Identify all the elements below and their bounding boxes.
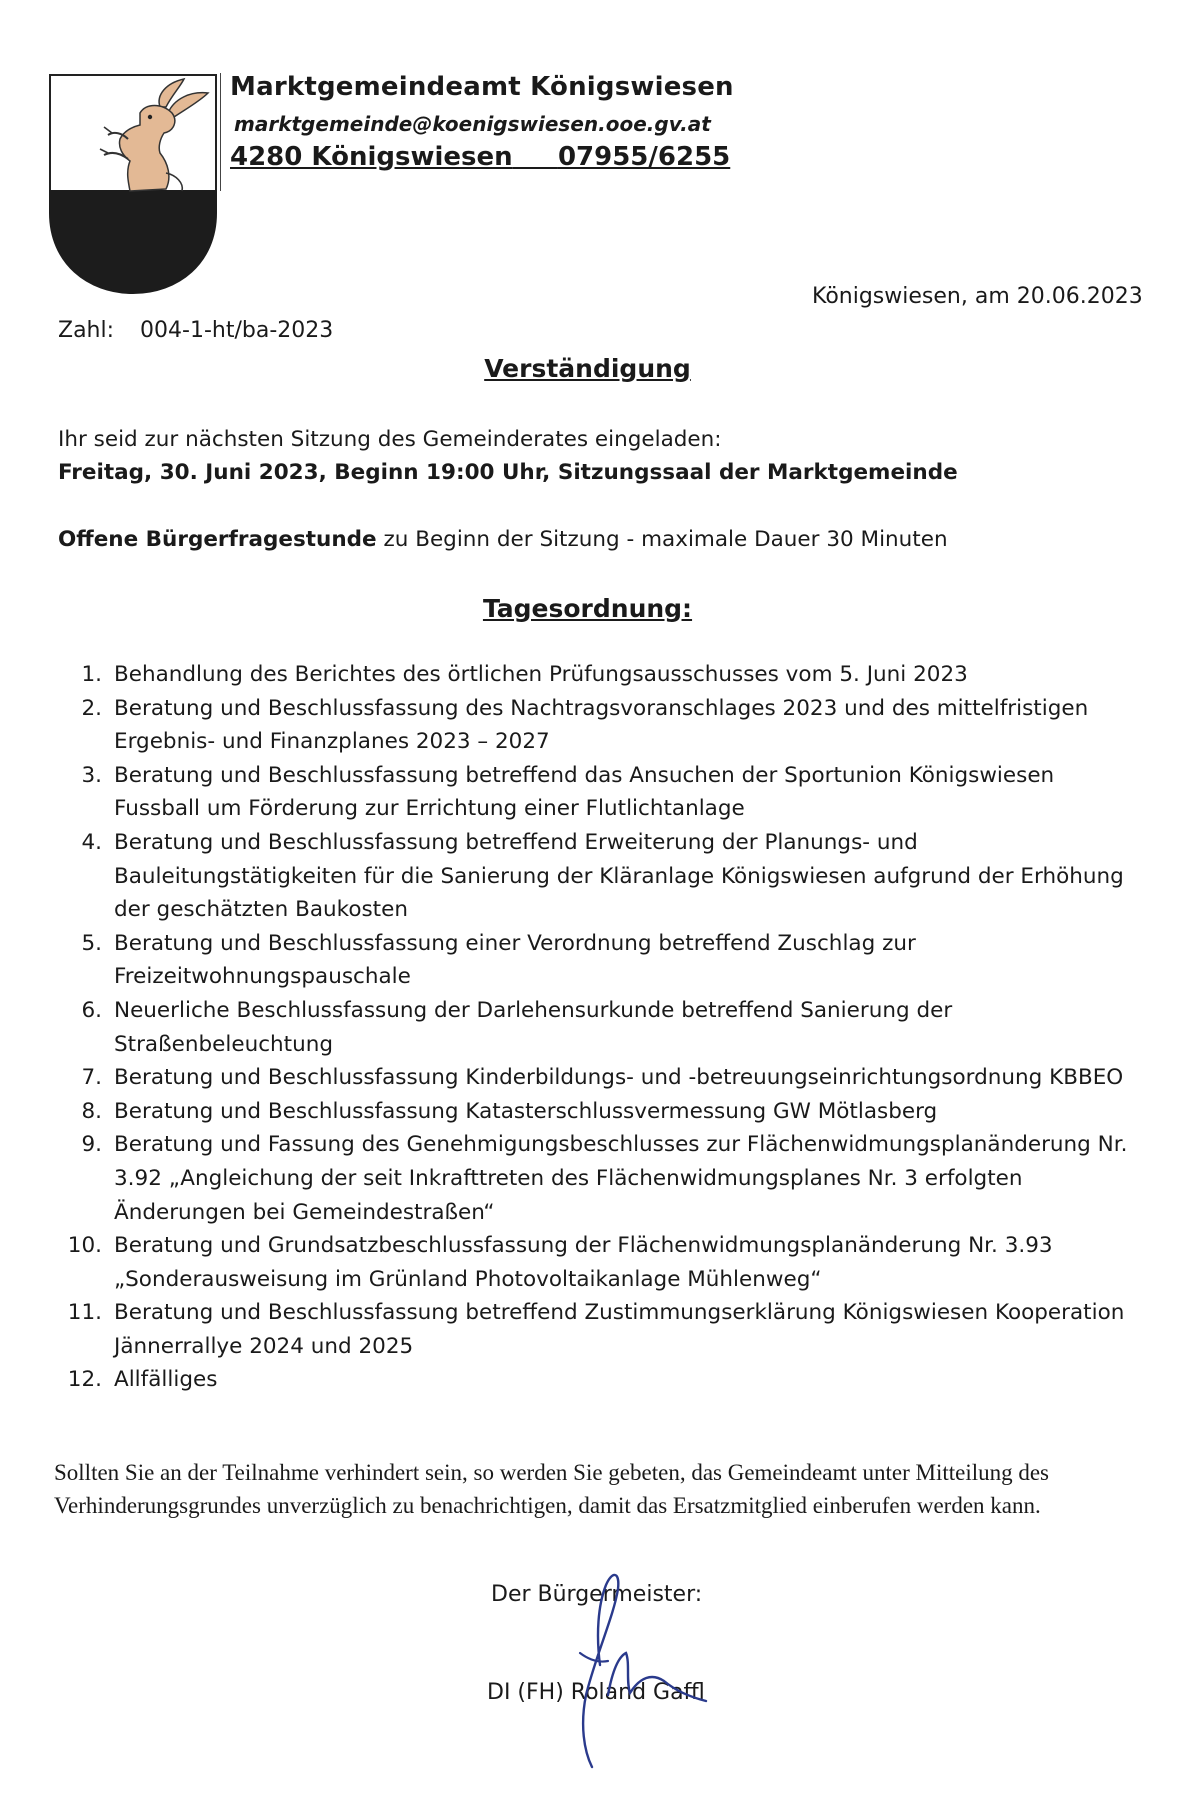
agenda-item-text: Beratung und Beschlussfassung des Nachtragsvoranschlages 2023 und des mittelfristigen Ergebnis- und Finanzplanes 2023 – 2027 — [114, 695, 1089, 755]
phone-number: 07955/6255 — [557, 142, 731, 172]
agenda-item — [58, 826, 1138, 927]
closing-paragraph: Sollten Sie an der Teilnahme verhindert sein, so werden Sie gebeten, das Gemeindeamt unter Mitteilung des Verhinderungsgrundes unverzüglich zu benachrichtigen, damit das Ersatzmitglied einberufen werden kann. — [54, 1460, 1050, 1518]
agenda-item-text: Neuerliche Beschlussfassung der Darlehensurkunde betreffend Sanierung der Straßenbeleuchtung — [114, 997, 953, 1057]
agenda-item-number: 4. — [81, 829, 102, 855]
signature-label: Der Bürgermeister: — [491, 1582, 703, 1607]
agenda-item-text: Beratung und Beschlussfassung betreffend Erweiterung der Planungs- und Bauleitungstätigkeiten für die Sanierung der Kläranlage Königswiesen aufgrund der Erhöhung der geschätzten Baukosten — [114, 829, 1124, 923]
qa-session-title: Offene Bürgerfragestunde — [58, 527, 377, 552]
agenda-item — [58, 1296, 1138, 1363]
meeting-details: Freitag, 30. Juni 2023, Beginn 19:00 Uhr, Sitzungssaal der Marktgemeinde — [58, 460, 958, 485]
agenda-item — [58, 1229, 1138, 1296]
agenda-list — [58, 658, 1138, 1397]
office-address-line — [230, 142, 730, 172]
agenda-item-text: Beratung und Fassung des Genehmigungsbeschlusses zur Flächenwidmungsplanänderung Nr. 3.92 „Angleichung der seit Inkrafttreten des Flächenwidmungsplanes Nr. 3 erfolgten Änderungen bei Gemeindestraßen“ — [114, 1132, 1128, 1225]
agenda-item — [58, 658, 1138, 692]
agenda-item — [58, 1128, 1138, 1229]
invitation-text: Ihr seid zur nächsten Sitzung des Gemeinderates eingeladen: — [58, 427, 722, 452]
agenda-item — [58, 1061, 1138, 1095]
header-divider-vertical — [220, 73, 221, 191]
agenda-item-number: 3. — [81, 762, 102, 788]
agenda-title: Tagesordnung: — [482, 594, 693, 623]
handwritten-signature — [540, 1545, 720, 1775]
agenda-item-number: 7. — [81, 1065, 102, 1091]
agenda-item-text: Beratung und Beschlussfassung Katasterschlussvermessung GW Mötlasberg — [114, 1098, 938, 1124]
agenda-item — [58, 692, 1138, 759]
signatory-name: DI (FH) Roland Gaffl — [487, 1680, 705, 1705]
qa-session-detail: zu Beginn der Sitzung - maximale Dauer 30 Minuten — [376, 527, 948, 552]
agenda-item-text: Beratung und Beschlussfassung betreffend Zustimmungserklärung Königswiesen Kooperation Jännerrallye 2024 und 2025 — [114, 1300, 1125, 1359]
agenda-item-text: Beratung und Beschlussfassung betreffend das Ansuchen der Sportunion Königswiesen Fussball um Förderung zur Errichtung einer Flutlichtanlage — [114, 762, 1055, 822]
agenda-item — [58, 994, 1138, 1061]
agenda-item-number: 12. — [67, 1367, 102, 1393]
agenda-item-number: 11. — [67, 1300, 102, 1326]
agenda-item-text: Allfälliges — [114, 1367, 218, 1393]
agenda-item-number: 8. — [81, 1098, 102, 1124]
office-name: Marktgemeindeamt Königswiesen — [230, 72, 734, 102]
agenda-item-text: Beratung und Beschlussfassung einer Verordnung betreffend Zuschlag zur Freizeitwohnungspauschale — [114, 930, 916, 990]
postal-address: 4280 Königswiesen — [230, 142, 513, 172]
agenda-item — [58, 927, 1138, 994]
agenda-item — [58, 1095, 1138, 1129]
agenda-item-number: 5. — [81, 930, 102, 956]
agenda-item-number: 1. — [81, 662, 102, 687]
agenda-item-text: Behandlung des Berichtes des örtlichen Prüfungsausschusses vom 5. Juni 2023 — [114, 662, 968, 687]
agenda-item-number: 10. — [67, 1233, 102, 1259]
document-title: Verständigung — [484, 354, 691, 383]
office-email: marktgemeinde@koenigswiesen.ooe.gv.at — [234, 112, 711, 136]
reference-number — [58, 318, 333, 343]
date-line: Königswiesen, am 20.06.2023 — [812, 284, 1143, 309]
reference-value: 004-1-ht/ba-2023 — [140, 318, 334, 343]
agenda-item — [58, 1363, 1138, 1397]
agenda-item — [58, 759, 1138, 826]
agenda-item-text: Beratung und Beschlussfassung Kinderbildungs- und -betreuungseinrichtungsordnung KBBEO — [114, 1065, 1124, 1091]
coat-of-arms-logo — [48, 73, 218, 295]
agenda-item-number: 9. — [81, 1132, 102, 1158]
reference-label: Zahl: — [58, 318, 115, 343]
qa-session-note — [58, 527, 948, 552]
agenda-item-text: Beratung und Grundsatzbeschlussfassung der Flächenwidmungsplanänderung Nr. 3.93 „Sonderausweisung im Grünland Photovoltaikanlage Mühlenweg“ — [114, 1233, 1053, 1292]
agenda-item-number: 2. — [81, 695, 102, 721]
agenda-item-number: 6. — [81, 997, 102, 1023]
